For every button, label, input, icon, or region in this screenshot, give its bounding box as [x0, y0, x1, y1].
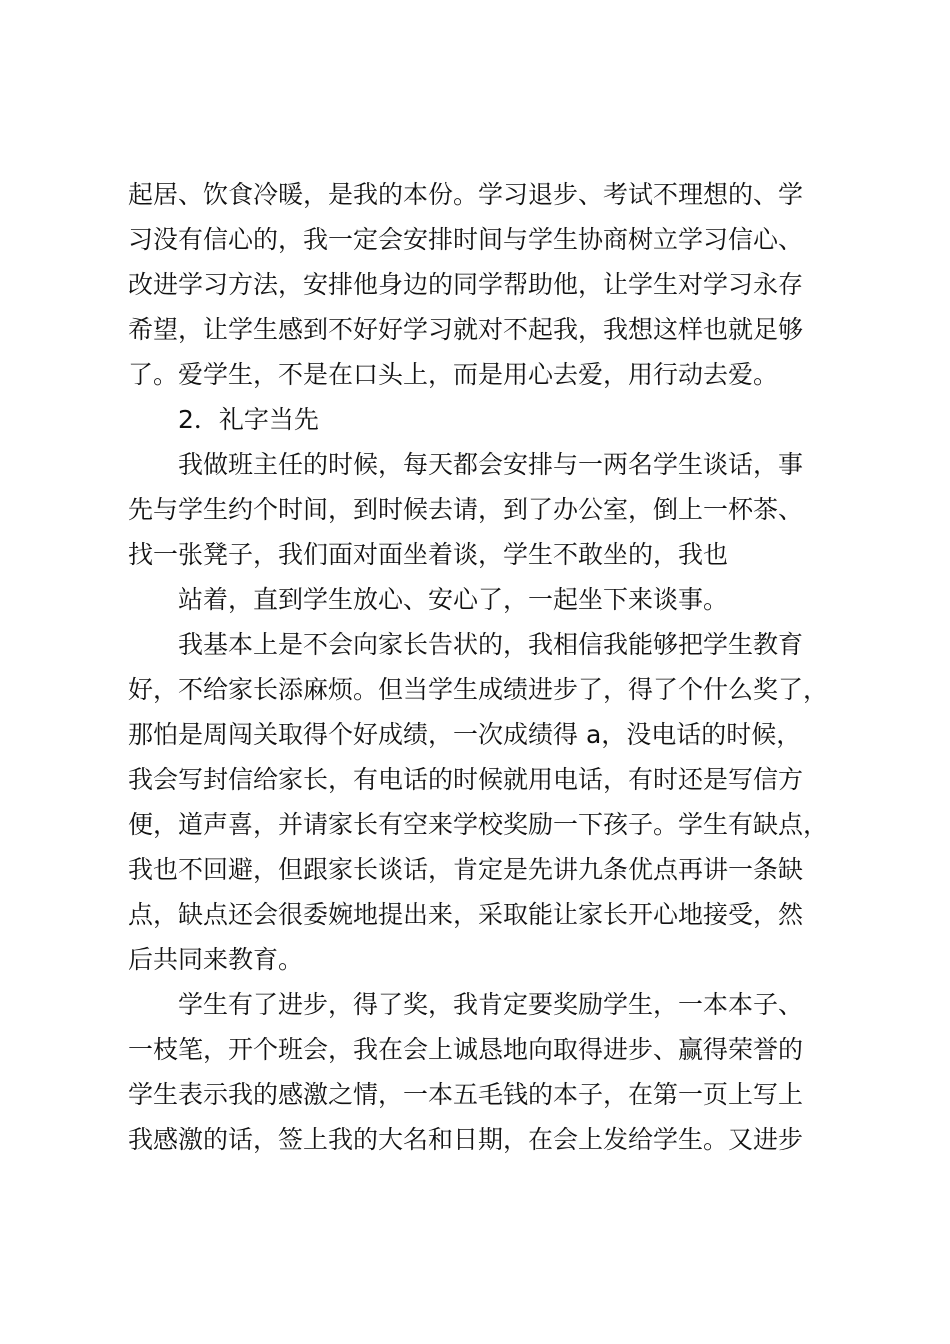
text-line: 习没有信心的，我一定会安排时间与学生协商树立学习信心、: [128, 225, 804, 254]
text-line: 希望，让学生感到不好好学习就对不起我，我想这样也就足够: [128, 315, 804, 344]
text-line: 我感激的话，签上我的大名和日期，在会上发给学生。又进步: [128, 1125, 804, 1154]
text-line: 我会写封信给家长，有电话的时候就用电话，有时还是写信方: [128, 765, 804, 794]
text-line: 学生表示我的感激之情，一本五毛钱的本子，在第一页上写上: [128, 1080, 804, 1109]
text-line: 一枝笔，开个班会，我在会上诚恳地向取得进步、赢得荣誉的: [128, 1035, 804, 1064]
text-line: 后共同来教育。: [128, 945, 304, 974]
paragraph-start: 我基本上是不会向家长告状的，我相信我能够把学生教育: [178, 630, 804, 659]
paragraph-start: 学生有了进步，得了奖，我肯定要奖励学生，一本本子、: [178, 990, 804, 1019]
text-line: 点，缺点还会很委婉地提出来，采取能让家长开心地接受，然: [128, 900, 804, 929]
paragraph-start: 我做班主任的时候，每天都会安排与一两名学生谈话，事: [178, 450, 804, 479]
text-line: 了。爱学生，不是在口头上，而是用心去爱，用行动去爱。: [128, 360, 779, 389]
text-line: 那怕是周闯关取得个好成绩，一次成绩得 a，没电话的时候，: [128, 720, 802, 749]
body-text: [128, 172, 832, 1162]
text-line: 改进学习方法，安排他身边的同学帮助他，让学生对学习永存: [128, 270, 804, 299]
text-line: 先与学生约个时间，到时候去请，到了办公室，倒上一杯茶、: [128, 495, 804, 524]
text-line: 便，道声喜，并请家长有空来学校奖励一下孩子。学生有缺点，: [128, 810, 829, 839]
text-line: 好，不给家长添麻烦。但当学生成绩进步了，得了个什么奖了，: [128, 675, 829, 704]
text-line: 找一张凳子，我们面对面坐着谈，学生不敢坐的，我也: [128, 540, 729, 569]
section-heading: 2．礼字当先: [178, 405, 319, 434]
text-line: 我也不回避，但跟家长谈话，肯定是先讲九条优点再讲一条缺: [128, 855, 804, 884]
text-line: 起居、饮食冷暖，是我的本份。学习退步、考试不理想的、学: [128, 180, 804, 209]
paragraph-start: 站着，直到学生放心、安心了，一起坐下来谈事。: [178, 585, 729, 614]
